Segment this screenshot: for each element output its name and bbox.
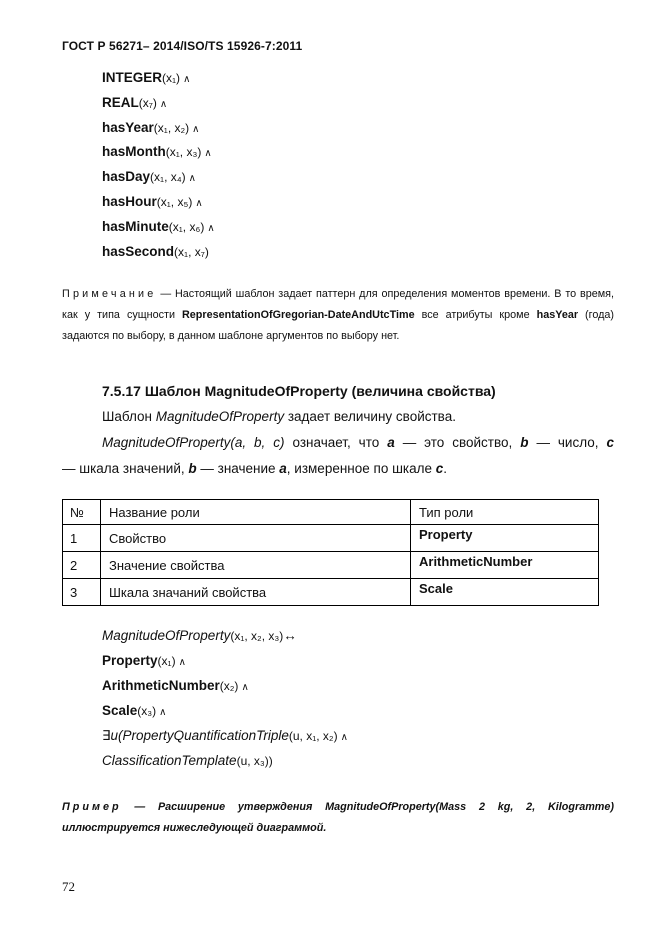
predicate-name: hasYear xyxy=(102,119,154,135)
and-operator: ∧ xyxy=(340,732,348,743)
table-cell: ArithmeticNumber xyxy=(411,552,599,579)
table-row xyxy=(63,579,599,606)
paragraph-text: задает величину свойства. xyxy=(284,409,456,424)
variable: b xyxy=(520,435,529,450)
variable: c xyxy=(435,461,444,476)
formula-line xyxy=(102,243,215,268)
formula-block-magnitude xyxy=(102,627,348,777)
formula-line xyxy=(102,94,215,119)
predicate-args: (x₇) xyxy=(138,95,157,110)
predicate-args: (x₁, x₃) xyxy=(165,145,202,160)
and-operator: ∧ xyxy=(192,123,200,135)
predicate-name: INTEGER xyxy=(102,70,163,85)
formula-line xyxy=(102,143,215,168)
variable: c xyxy=(606,435,614,450)
predicate-name: MagnitudeOfProperty xyxy=(102,628,231,643)
and-operator: ∧ xyxy=(195,197,203,209)
bound-variable: u xyxy=(110,728,119,743)
formula-line xyxy=(102,168,215,193)
table-cell: Scale xyxy=(411,579,599,606)
note-text: Настоящий шаблон задает паттерн для определения моментов времени. В то время, как у типа сущности xyxy=(62,288,615,321)
formula-line xyxy=(102,677,348,702)
formula-line xyxy=(102,652,348,677)
paragraph-text: означает, что xyxy=(284,435,388,450)
table-cell: 1 xyxy=(63,525,101,552)
formula-line xyxy=(102,69,215,94)
definition-line-2 xyxy=(62,456,614,482)
table-header-row xyxy=(63,500,599,525)
formula-line xyxy=(102,727,348,752)
predicate-args: (x₁) xyxy=(157,654,176,668)
page-number: 72 xyxy=(62,879,75,894)
note-entity: RepresentationOfGregorian-DateAndUtcTime xyxy=(182,309,415,321)
note-label: Примечание xyxy=(62,288,157,300)
predicate-name: hasMinute xyxy=(102,218,169,234)
paragraph-text: — это свойство, xyxy=(394,435,521,450)
note-dash: — xyxy=(156,288,175,300)
table-cell: 2 xyxy=(63,552,101,579)
template-args: (a, b, c) xyxy=(230,435,285,450)
formula-line xyxy=(102,702,348,727)
predicate-args: (u, x₁, x₂) xyxy=(288,729,338,743)
paragraph-text: Шаблон xyxy=(102,409,156,424)
note-text: (года) задаются по выбору, в данном шаблоне аргументов по выбору нет. xyxy=(62,309,615,342)
roles-table xyxy=(62,499,599,606)
predicate-name: Property xyxy=(102,653,158,668)
template-name: MagnitudeOfProperty xyxy=(102,435,231,450)
table-cell: Значение свойства xyxy=(101,552,411,579)
and-operator: ∧ xyxy=(159,98,168,110)
section-heading: 7.5.17 Шаблон MagnitudeOfProperty (величина свойства) xyxy=(102,383,496,399)
example-paragraph xyxy=(62,797,614,839)
table-cell: Property xyxy=(411,525,599,552)
predicate-name: ClassificationTemplate xyxy=(102,753,237,768)
exists-quantifier: ∃ xyxy=(102,728,111,743)
variable: b xyxy=(188,461,197,476)
formula-block-datetime xyxy=(102,69,215,267)
table-header-cell: № xyxy=(63,500,101,525)
predicate-name: Scale xyxy=(102,703,138,718)
section-paragraph xyxy=(102,404,456,430)
and-operator: ∧ xyxy=(159,707,167,718)
variable: a xyxy=(279,461,287,476)
predicate-name: ArithmeticNumber xyxy=(102,678,220,693)
paragraph-text: — шкала значений, xyxy=(62,461,189,476)
table-cell: 3 xyxy=(63,579,101,606)
and-operator: ∧ xyxy=(207,222,215,234)
predicate-name: REAL xyxy=(102,94,139,110)
paragraph-text: — значение xyxy=(196,461,280,476)
predicate-args: (x₁, x₂) xyxy=(153,120,190,135)
definition-line-1 xyxy=(62,430,614,456)
predicate-args: (u, x₃)) xyxy=(236,754,273,768)
formula-line xyxy=(102,627,348,652)
predicate-name: hasMonth xyxy=(102,144,166,160)
and-operator: ∧ xyxy=(188,173,196,185)
predicate-args: (x₁, x₆) xyxy=(168,219,205,234)
and-operator: ∧ xyxy=(183,74,191,85)
table-header-cell: Название роли xyxy=(101,500,411,525)
predicate-name: (PropertyQuantificationTriple xyxy=(118,728,289,743)
predicate-args: (x₁) xyxy=(162,71,181,85)
predicate-args: (x₁, x₅) xyxy=(156,194,193,209)
formula-line xyxy=(102,218,215,243)
table-header-cell: Тип роли xyxy=(411,500,599,525)
document-header: ГОСТ Р 56271– 2014/ISO/TS 15926-7:2011 xyxy=(62,39,303,53)
predicate-args: (x₁, x₇) xyxy=(174,244,209,259)
iff-operator: ↔ xyxy=(283,628,297,643)
note-attribute: hasYear xyxy=(536,309,579,321)
table-cell: Свойство xyxy=(101,525,411,552)
table-row xyxy=(63,552,599,579)
template-name: MagnitudeOfProperty xyxy=(155,409,285,424)
and-operator: ∧ xyxy=(241,682,249,693)
variable: a xyxy=(387,435,395,450)
predicate-args: (x₃) xyxy=(137,704,157,718)
formula-line xyxy=(102,119,215,144)
predicate-args: (x₁, x₂, x₃) xyxy=(230,629,284,643)
predicate-name: hasHour xyxy=(102,193,157,209)
paragraph-text: , измеренное по шкале xyxy=(286,461,436,476)
formula-line xyxy=(102,193,215,218)
note-text: все атрибуты кроме xyxy=(414,309,537,321)
and-operator: ∧ xyxy=(204,148,212,160)
and-operator: ∧ xyxy=(178,657,186,668)
paragraph-text: — число, xyxy=(528,435,607,450)
definition-paragraph xyxy=(62,430,614,482)
table-cell: Шкала значаний свойства xyxy=(101,579,411,606)
note-paragraph xyxy=(62,284,614,347)
predicate-args: (x₂) xyxy=(219,679,239,693)
paragraph-text: . xyxy=(443,461,448,476)
predicate-name: hasSecond xyxy=(102,243,175,259)
predicate-args: (x₁, x₄) xyxy=(150,170,186,185)
predicate-name: hasDay xyxy=(102,169,151,185)
example-text: — Расширение утверждения MagnitudeOfProperty(Mass 2 kg, 2, Kilogramme) иллюстрируется нижеследующей диаграммой. xyxy=(62,801,614,834)
example-label: Пример xyxy=(62,801,122,813)
formula-line xyxy=(102,752,348,777)
table-row xyxy=(63,525,599,552)
